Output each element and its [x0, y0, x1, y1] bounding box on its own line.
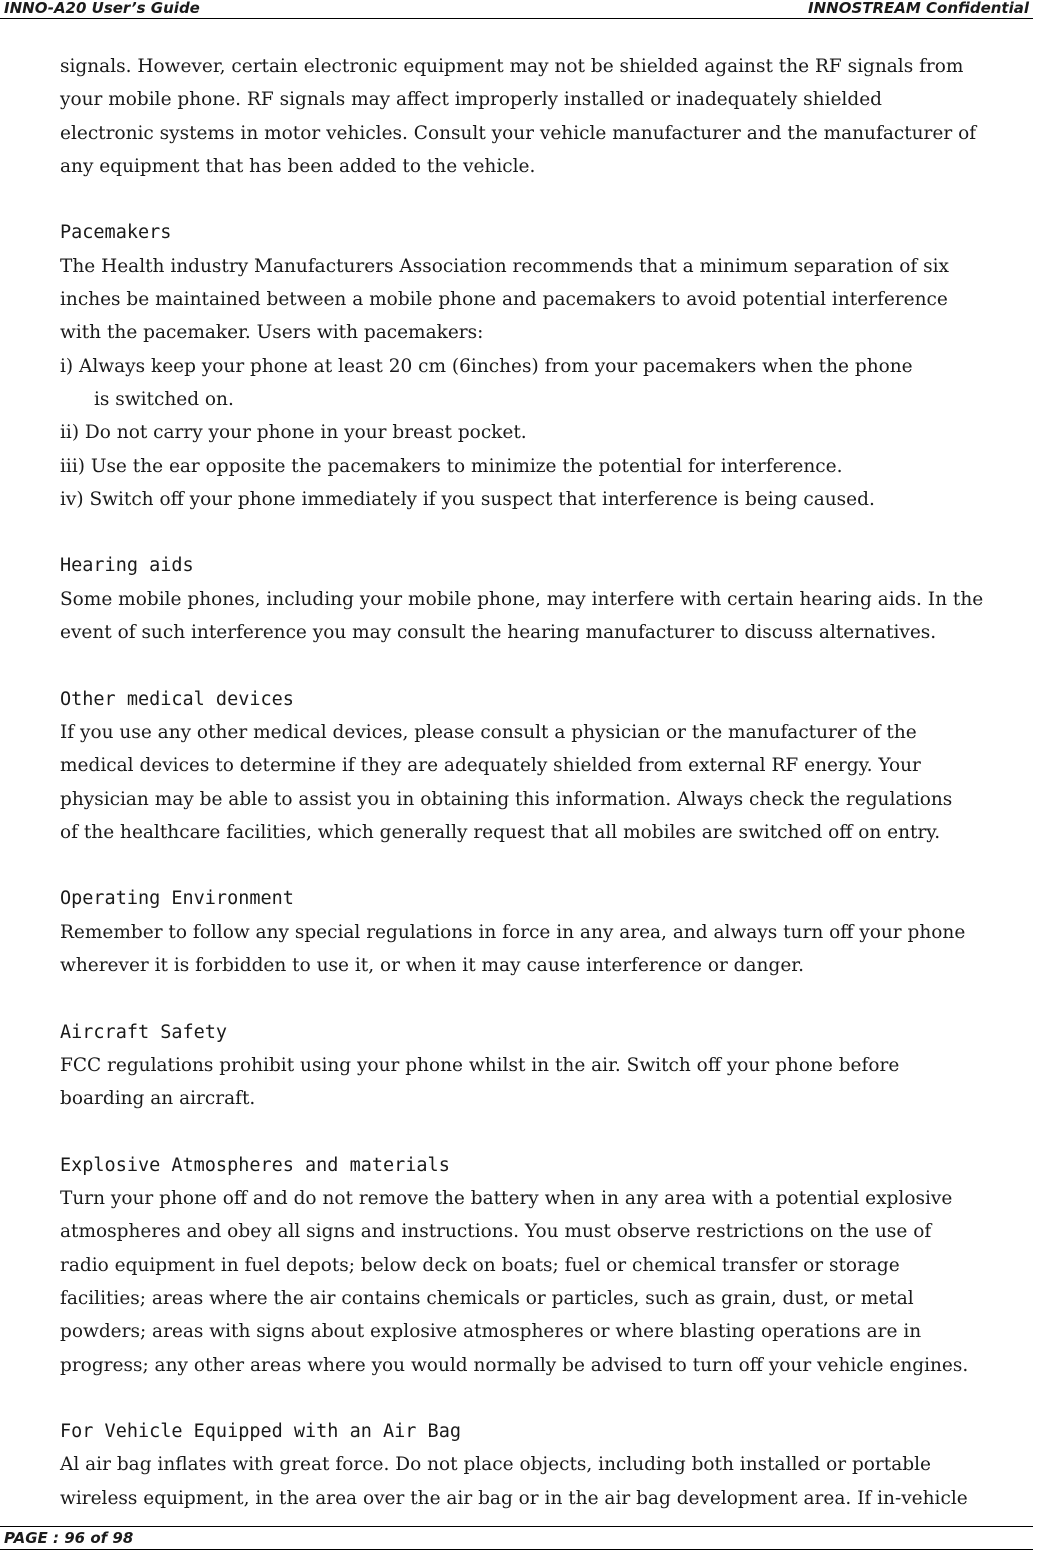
list-item: iv) Switch off your phone immediately if you suspect that interference is being caused. — [60, 488, 875, 510]
text-line: wireless equipment, in the area over the air bag or in the air bag development area. If in-vehicle — [60, 1487, 968, 1509]
text-line: The Health industry Manufacturers Association recommends that a minimum separation of six — [60, 255, 949, 277]
text-line: signals. However, certain electronic equipment may not be shielded against the RF signals from — [60, 56, 964, 77]
text-line: physician may be able to assist you in obtaining this information. Always check the regulations — [60, 788, 953, 810]
intro-paragraph — [60, 50, 1035, 183]
text-line: facilities; areas where the air contains chemicals or particles, such as grain, dust, or metal — [60, 1287, 914, 1309]
page-footer — [0, 1526, 1033, 1550]
text-line: wherever it is forbidden to use it, or when it may cause interference or danger. — [60, 955, 804, 977]
section-heading: Aircraft Safety — [60, 1021, 228, 1043]
text-line: Al air bag inflates with great force. Do not place objects, including both installed or portable — [60, 1454, 931, 1476]
list-item: ii) Do not carry your phone in your breast pocket. — [60, 422, 527, 444]
text-line: radio equipment in fuel depots; below deck on boats; fuel or chemical transfer or storage — [60, 1254, 900, 1276]
confidential-label: INNOSTREAM Confidential — [808, 0, 1029, 17]
section-aircraft-safety — [60, 1016, 1035, 1116]
document-body — [60, 50, 1035, 1515]
page-header — [0, 0, 1033, 19]
text-line: If you use any other medical devices, please consult a physician or the manufacturer of the — [60, 721, 917, 743]
text-line: any equipment that has been added to the vehicle. — [60, 155, 536, 177]
section-air-bag — [60, 1415, 1035, 1515]
text-line: atmospheres and obey all signs and instructions. You must observe restrictions on the use of — [60, 1221, 932, 1243]
text-line: electronic systems in motor vehicles. Consult your vehicle manufacturer and the manufacturer of — [60, 122, 977, 144]
section-operating-environment — [60, 882, 1035, 982]
text-line: Remember to follow any special regulations in force in any area, and always turn off your phone — [60, 921, 966, 943]
text-line: powders; areas with signs about explosive atmospheres or where blasting operations are in — [60, 1321, 922, 1343]
text-line: of the healthcare facilities, which generally request that all mobiles are switched off on entry. — [60, 821, 941, 843]
page-number: PAGE : 96 of 98 — [4, 1529, 134, 1547]
section-heading: Hearing aids — [60, 555, 194, 577]
list-item: iii) Use the ear opposite the pacemakers to minimize the potential for interference. — [60, 455, 843, 477]
text-line: Turn your phone off and do not remove the battery when in any area with a potential explosive — [60, 1188, 953, 1210]
section-medical-devices — [60, 683, 1035, 849]
section-pacemakers — [60, 216, 1035, 516]
section-heading: Explosive Atmospheres and materials — [60, 1154, 450, 1176]
text-line: your mobile phone. RF signals may affect improperly installed or inadequately shielded — [60, 89, 882, 111]
list-item-continuation: is switched on. — [94, 388, 234, 410]
list-item: i) Always keep your phone at least 20 cm (6inches) from your pacemakers when the phone — [60, 355, 913, 377]
text-line: FCC regulations prohibit using your phone whilst in the air. Switch off your phone before — [60, 1054, 900, 1076]
text-line: boarding an aircraft. — [60, 1088, 256, 1110]
text-line: Some mobile phones, including your mobile phone, may interfere with certain hearing aids. In the — [60, 588, 984, 610]
section-heading: For Vehicle Equipped with an Air Bag — [60, 1421, 461, 1443]
text-line: inches be maintained between a mobile phone and pacemakers to avoid potential interference — [60, 289, 948, 311]
text-line: progress; any other areas where you would normally be advised to turn off your vehicle engines. — [60, 1354, 969, 1376]
text-line: event of such interference you may consult the hearing manufacturer to discuss alternatives. — [60, 622, 937, 644]
text-line: with the pacemaker. Users with pacemakers: — [60, 322, 484, 344]
text-line: medical devices to determine if they are adequately shielded from external RF energy. Your — [60, 755, 921, 777]
section-heading: Other medical devices — [60, 688, 294, 710]
section-heading: Pacemakers — [60, 222, 172, 244]
section-hearing-aids — [60, 549, 1035, 649]
section-explosive-atmospheres — [60, 1149, 1035, 1382]
section-heading: Operating Environment — [60, 888, 294, 910]
doc-title: INNO-A20 User’s Guide — [4, 0, 200, 17]
